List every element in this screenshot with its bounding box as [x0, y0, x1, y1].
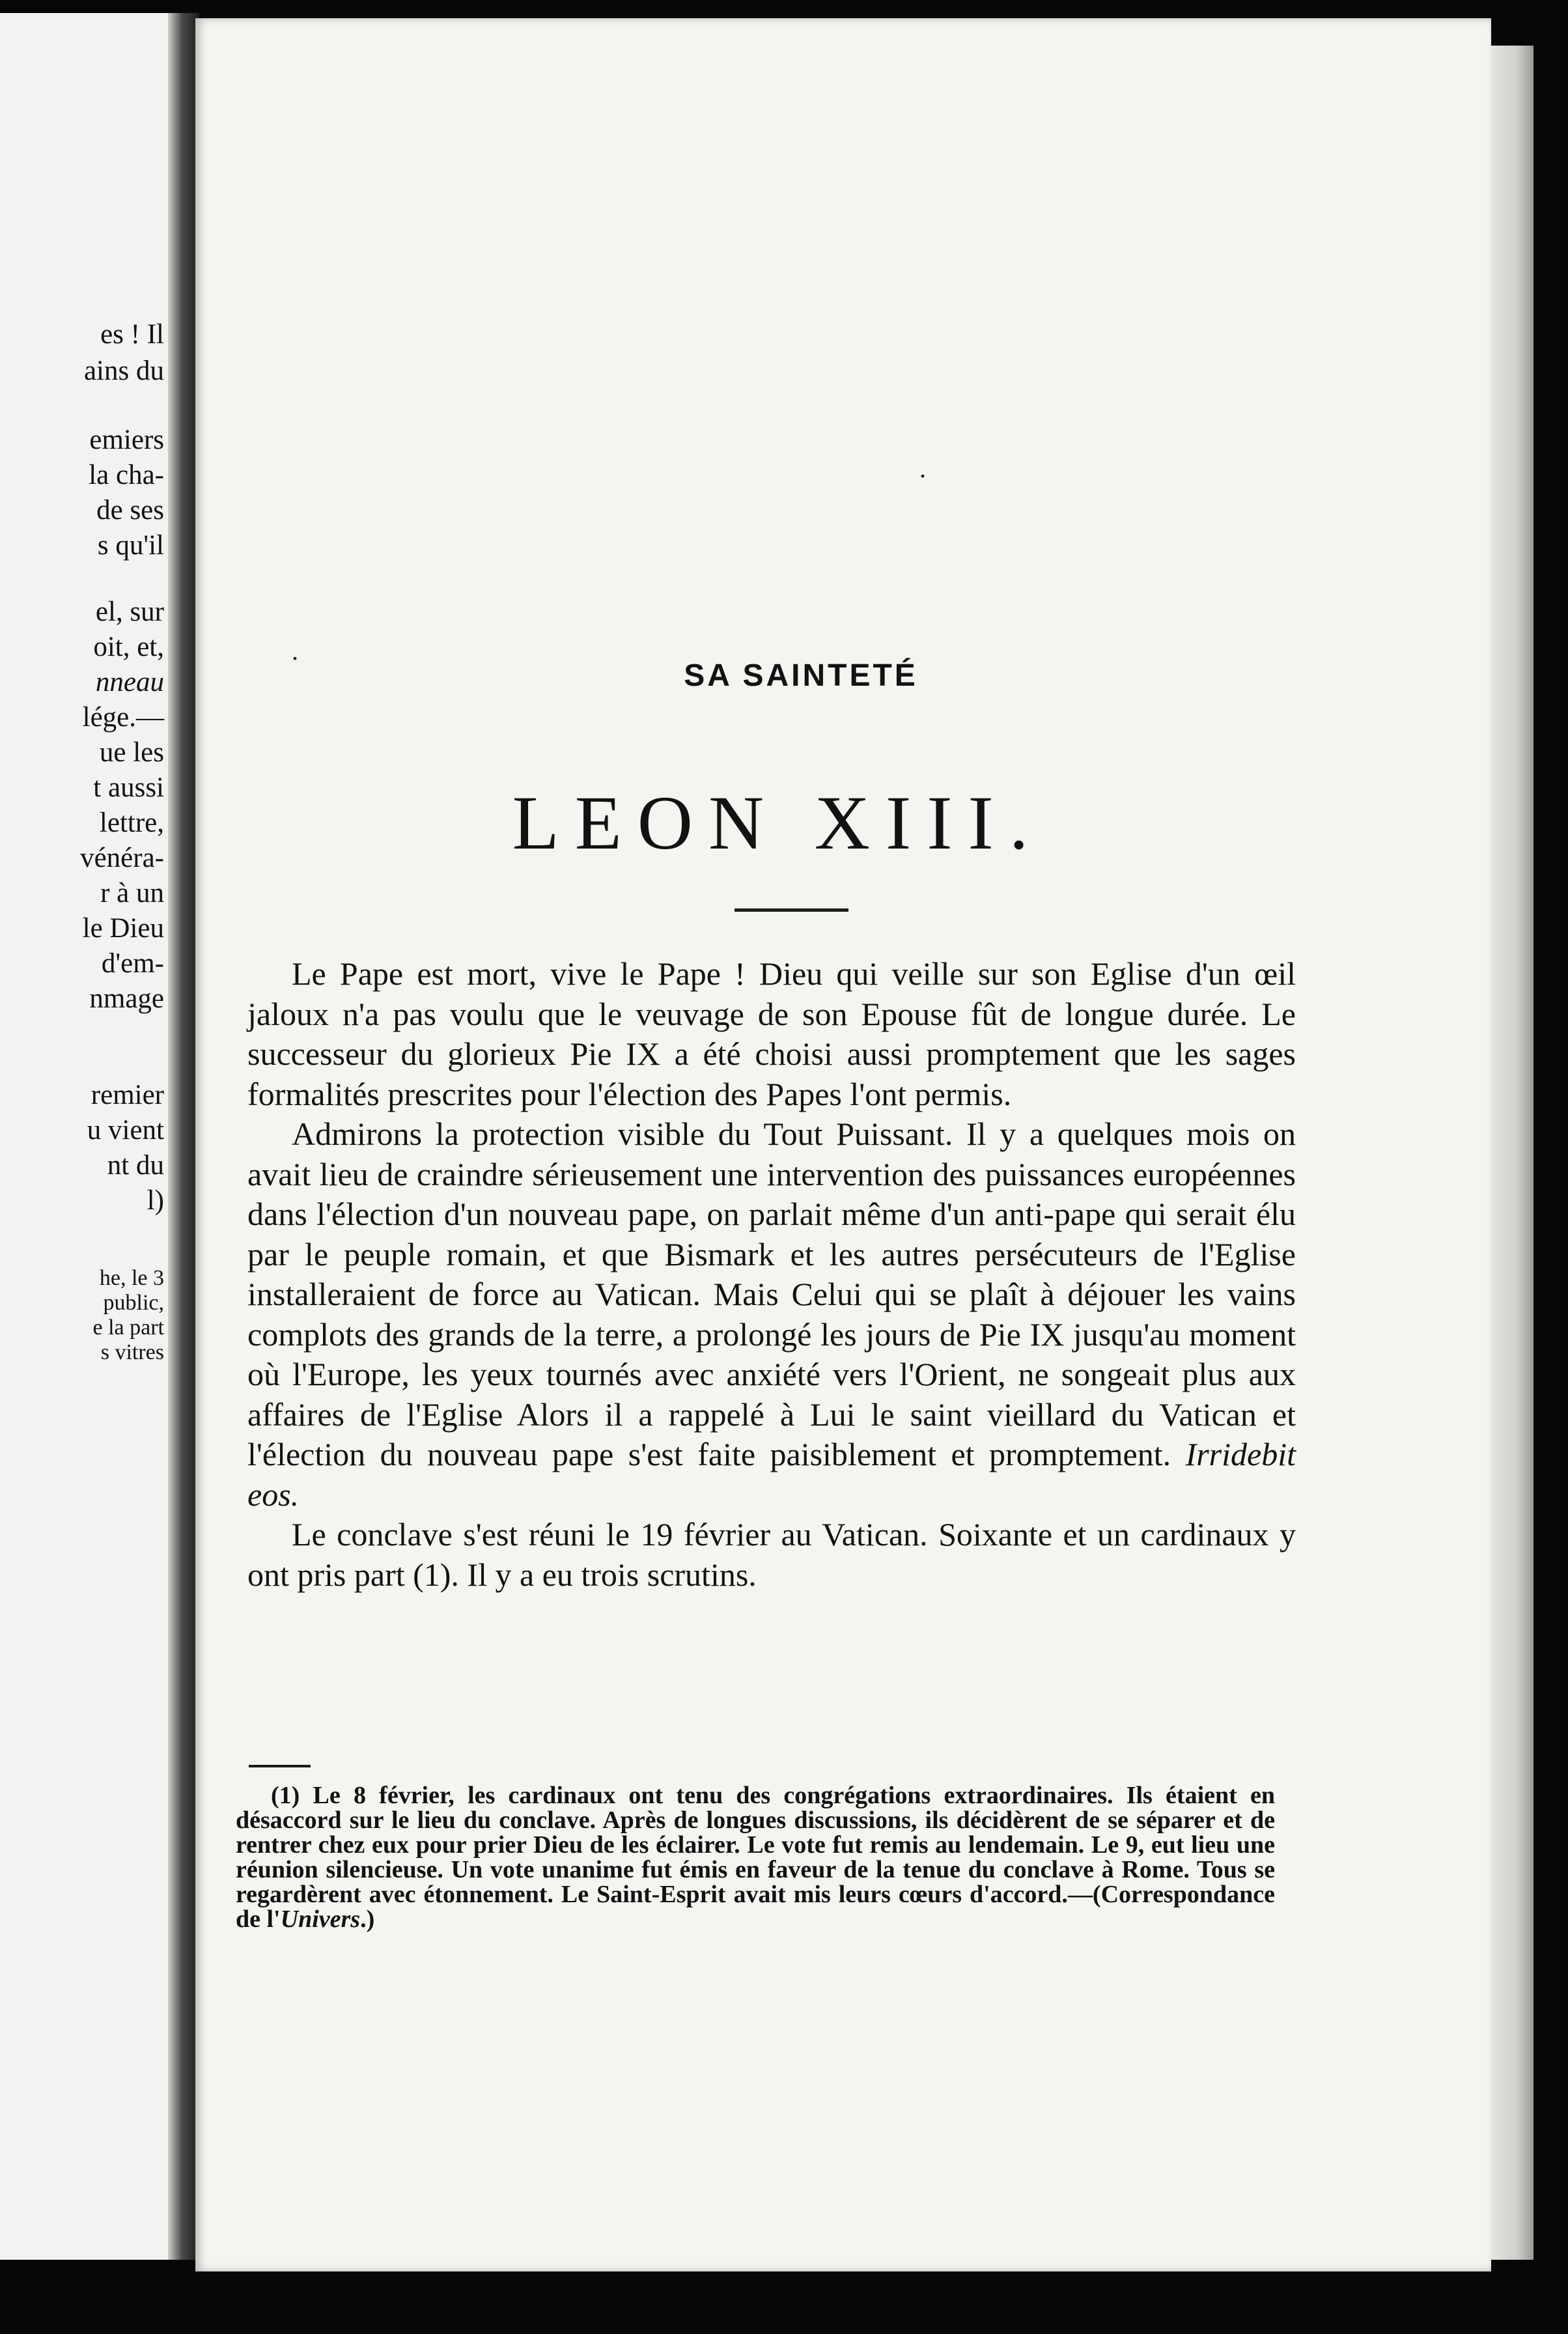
facing-page-line: lége.—	[82, 702, 164, 733]
facing-page-line: de ses	[96, 495, 164, 526]
title-rule	[735, 908, 848, 912]
footnote-body: (1) Le 8 février, les cardinaux ont tenu des congrégations extraordinaires. Ils étaient en désaccord sur le lieu du conclave. Après de longues discussions, ils décidèrent de se séparer et de rentrer chez eux pour prier Dieu de les éclairer. Le vote fut remis au lendemain. Le 9, eut lieu une réunion silencieuse. Un vote unanime fut émis en faveur de la tenue du conclave à Rome. Tous se regardèrent avec étonnement. Le Saint-Esprit avait mis leurs cœurs d'accord.—(Correspondance de l'	[236, 1782, 1275, 1933]
facing-page-line: lettre,	[99, 808, 164, 838]
page-edge	[1491, 46, 1533, 2260]
stray-mark: .	[292, 636, 298, 666]
supertitle: SA SAINTETÉ	[684, 658, 918, 693]
article-body	[247, 954, 1296, 1595]
latin-quote: Irridebit eos.	[247, 1436, 1296, 1513]
facing-page-line: t aussi	[93, 772, 164, 803]
footnote-end: .)	[360, 1905, 375, 1933]
footnote-source: Univers	[280, 1905, 361, 1933]
paragraph: Le Pape est mort, vive le Pape ! Dieu qui veille sur son Eglise d'un œil jaloux n'a pas voulu que le veuvage de son Epouse fût de longue durée. Le successeur du glorieux Pie IX a été choisi aussi promptement que les sages formalités prescrites pour l'élection des Papes l'ont permis.	[247, 955, 1296, 1112]
facing-page-line: oit, et,	[93, 632, 164, 662]
facing-page-line: s vitres	[100, 1340, 164, 1364]
stray-mark: .	[919, 454, 926, 483]
facing-page-line: r à un	[100, 878, 164, 908]
facing-page-line: s qu'il	[97, 530, 164, 561]
facing-page-line: ains du	[83, 356, 164, 386]
facing-page-line: u vient	[87, 1115, 164, 1146]
footnote-rule	[249, 1765, 311, 1767]
facing-page-line: le Dieu	[82, 913, 164, 944]
facing-page-line: nneau	[95, 667, 164, 697]
facing-page	[0, 13, 168, 2260]
paragraph	[247, 1114, 1296, 1515]
facing-page-line: nmage	[89, 983, 164, 1014]
facing-page-line: l)	[147, 1185, 164, 1216]
facing-page-line: remier	[91, 1080, 164, 1110]
page-title: LEON XIII.	[512, 780, 1044, 865]
facing-page-line: el, sur	[95, 597, 164, 627]
facing-page-line: e la part	[92, 1315, 164, 1340]
facing-page-line: d'em-	[101, 948, 164, 979]
facing-page-line: he, le 3	[99, 1266, 164, 1290]
footnote-text	[236, 1783, 1275, 1932]
paragraph: Le conclave s'est réuni le 19 février au Vatican. Soixante et un cardinaux y ont pris part (1). Il y a eu trois scrutins.	[247, 1516, 1296, 1593]
paragraph-text: Admirons la protection visible du Tout Puissant. Il y a quelques mois on avait lieu de craindre sérieusement une intervention des puissances européennes dans l'élection d'un nouveau pape, on parlait même d'un anti-pape qui serait élu par le peuple romain, et que Bismark et les autres persécuteurs de l'Eglise installeraient de force au Vatican. Mais Celui qui se plaît à déjouer les vains complots des grands de la terre, a prolongé les jours de Pie IX jusqu'au moment où l'Europe, les yeux tournés avec anxiété vers l'Orient, ne songeait plus aux affaires de l'Eglise Alors il a rappelé à Lui le saint vieillard du Vatican et l'élection du nouveau pape s'est faite paisiblement et promptement.	[247, 1116, 1296, 1472]
facing-page-line: es ! Il	[100, 319, 164, 350]
facing-page-line: public,	[103, 1291, 164, 1315]
facing-page-line: ue les	[99, 737, 164, 768]
facing-page-line: nt du	[107, 1150, 164, 1181]
footnote	[236, 1783, 1275, 1932]
facing-page-line: emiers	[89, 425, 164, 455]
facing-page-line: vénéra-	[80, 843, 164, 873]
book-gutter	[168, 13, 199, 2260]
facing-page-line: la cha-	[89, 460, 164, 490]
